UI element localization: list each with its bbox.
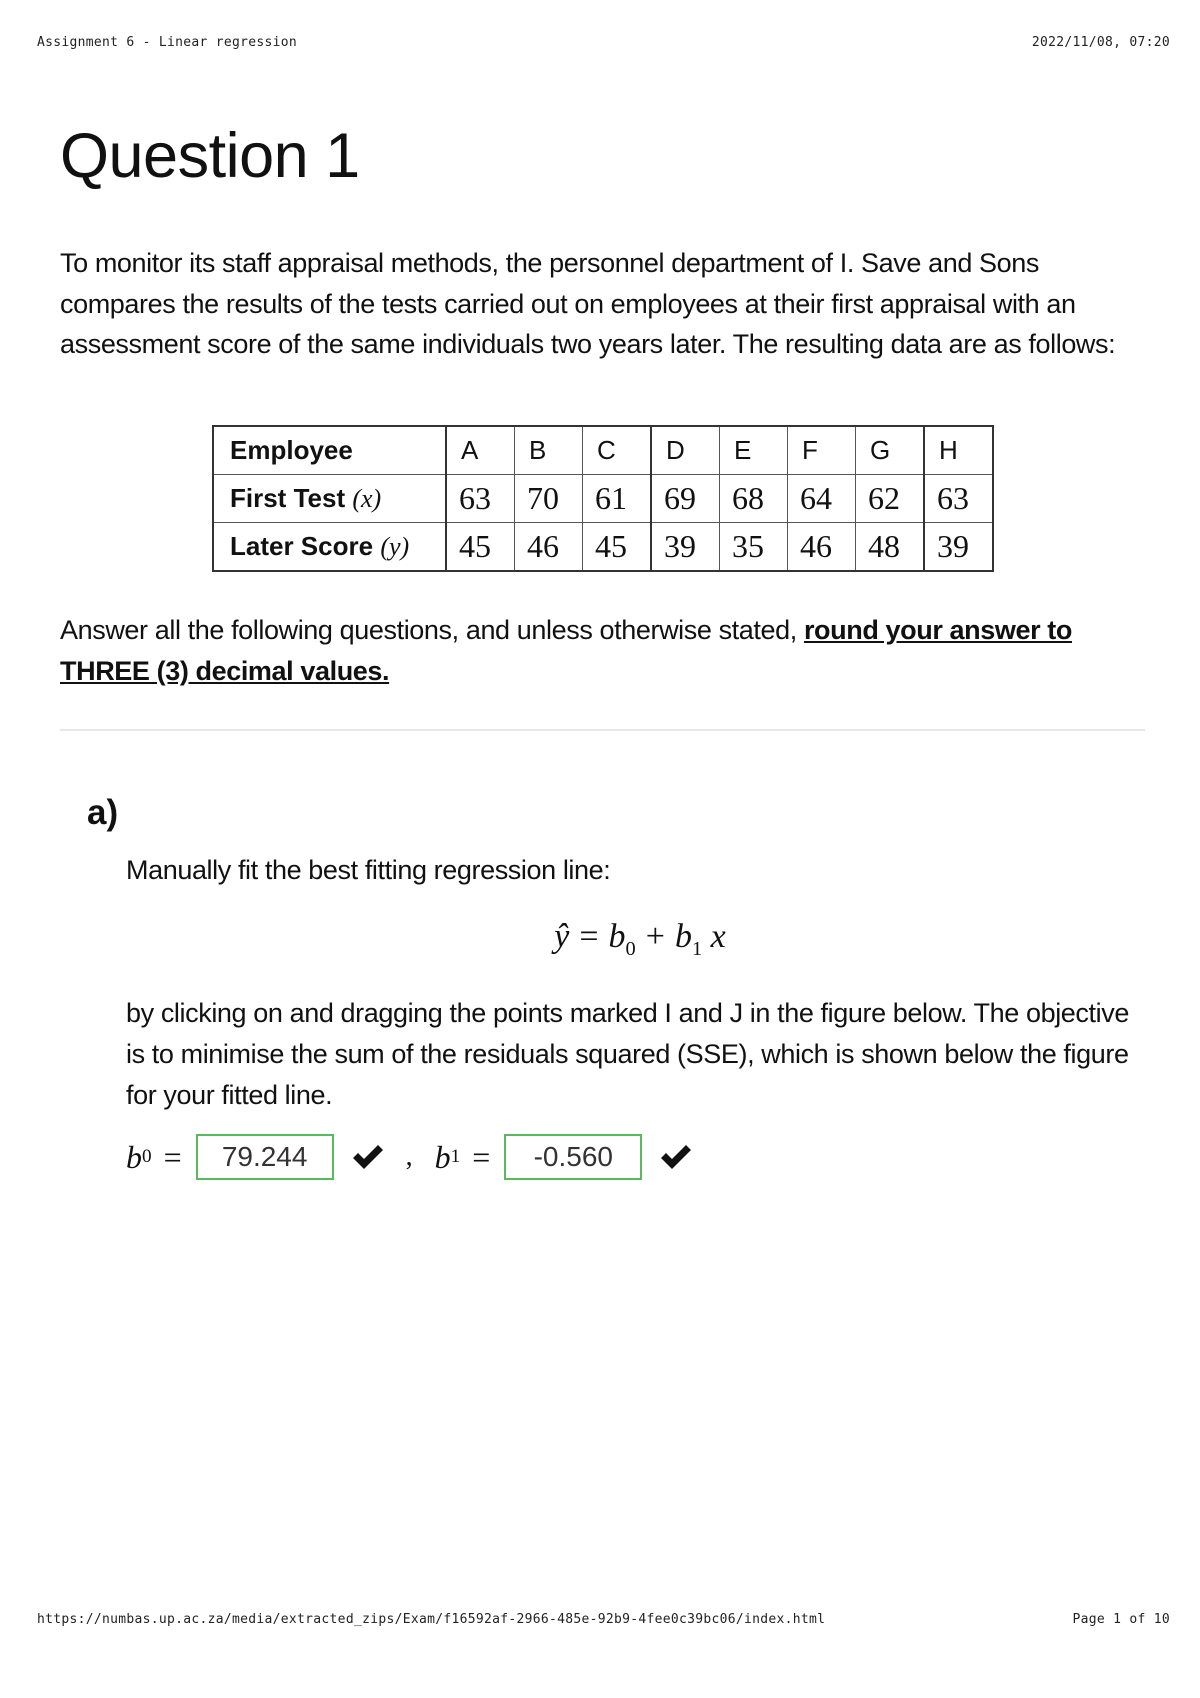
employee-cell: C (583, 426, 652, 475)
later-score-var: (y) (380, 532, 410, 561)
print-header-timestamp: 2022/11/08, 07:20 (1031, 35, 1170, 50)
employee-cell: E (720, 426, 788, 475)
later-score-cell: 46 (515, 523, 583, 572)
table-row-employee (213, 426, 993, 475)
first-test-header (213, 475, 446, 523)
first-test-cell: 69 (651, 475, 720, 523)
equation-b1: b (674, 918, 692, 955)
table-row-later-score (213, 523, 993, 572)
first-test-cell: 64 (788, 475, 856, 523)
b0-input[interactable] (196, 1134, 334, 1180)
first-test-cell: 63 (924, 475, 993, 523)
b1-input[interactable] (504, 1134, 642, 1180)
part-a-prompt: Manually fit the best fitting regression line: (126, 855, 611, 885)
part-a-description: by clicking on and dragging the points marked I and J in the figure below. The objective is to minimise the sum of the residuals squared (SSE), which is shown below the figure for your fitted line. (126, 998, 1129, 1110)
first-test-cell: 70 (515, 475, 583, 523)
answer-separator: , (405, 1141, 413, 1172)
later-score-cell: 39 (651, 523, 720, 572)
b1-sub: 1 (450, 1146, 461, 1167)
later-score-cell: 48 (856, 523, 925, 572)
later-score-label: Later Score (230, 531, 374, 561)
check-icon (350, 1139, 386, 1175)
later-score-header (213, 523, 446, 572)
later-score-cell: 39 (924, 523, 993, 572)
employee-cell: F (788, 426, 856, 475)
first-test-var: (x) (352, 484, 382, 513)
employee-cell: D (651, 426, 720, 475)
later-score-cell: 35 (720, 523, 788, 572)
first-test-cell: 61 (583, 475, 652, 523)
b0-equals: = (163, 1138, 182, 1175)
equation-plus: + (645, 918, 665, 955)
answer-row (126, 1133, 694, 1181)
equation-x: x (710, 918, 726, 955)
instructions-text: Answer all the following questions, and unless otherwise stated, (60, 615, 804, 645)
part-a-label: a) (87, 793, 119, 832)
equation-b1-sub: 1 (691, 937, 703, 960)
instructions-emphasis: round your answer to THREE (3) decimal values. (60, 615, 1072, 686)
employee-cell: A (446, 426, 515, 475)
data-table (212, 425, 994, 572)
print-header (37, 35, 1170, 50)
print-footer (37, 1612, 1170, 1627)
first-test-cell: 68 (720, 475, 788, 523)
print-footer-url: https://numbas.up.ac.za/media/extracted_zips/Exam/f16592af-2966-485e-92b9-4fee0c39bc06/index.html (37, 1612, 826, 1627)
section-divider (60, 729, 1145, 731)
table-row-first-test (213, 475, 993, 523)
print-footer-page: Page 1 of 10 (1072, 1612, 1170, 1627)
b1-symbol: b (434, 1138, 451, 1175)
equation-lhs: ŷ (554, 918, 570, 955)
first-test-label: First Test (230, 483, 346, 513)
b0-symbol: b (126, 1138, 142, 1175)
equation-b0: b (608, 918, 626, 955)
first-test-cell: 62 (856, 475, 925, 523)
b1-equals: = (472, 1138, 491, 1175)
later-score-cell: 45 (583, 523, 652, 572)
employee-cell: B (515, 426, 583, 475)
regression-equation (0, 918, 1200, 961)
check-icon (658, 1139, 694, 1175)
equation-equals: = (579, 918, 599, 955)
question-title: Question 1 (60, 121, 360, 191)
later-score-cell: 46 (788, 523, 856, 572)
later-score-cell: 45 (446, 523, 515, 572)
first-test-cell: 63 (446, 475, 515, 523)
employee-cell: H (924, 426, 993, 475)
instructions (60, 610, 1120, 692)
equation-b0-sub: 0 (625, 937, 636, 960)
print-header-title: Assignment 6 - Linear regression (37, 35, 298, 50)
b0-sub: 0 (142, 1146, 152, 1167)
employee-cell: G (856, 426, 925, 475)
question-intro: To monitor its staff appraisal methods, the personnel department of I. Save and Sons compares the results of the tests carried out on employees at their first appraisal with an assessment score of the same individuals two years later. The resulting data are as follows: (60, 248, 1116, 359)
employee-header: Employee (213, 426, 446, 475)
